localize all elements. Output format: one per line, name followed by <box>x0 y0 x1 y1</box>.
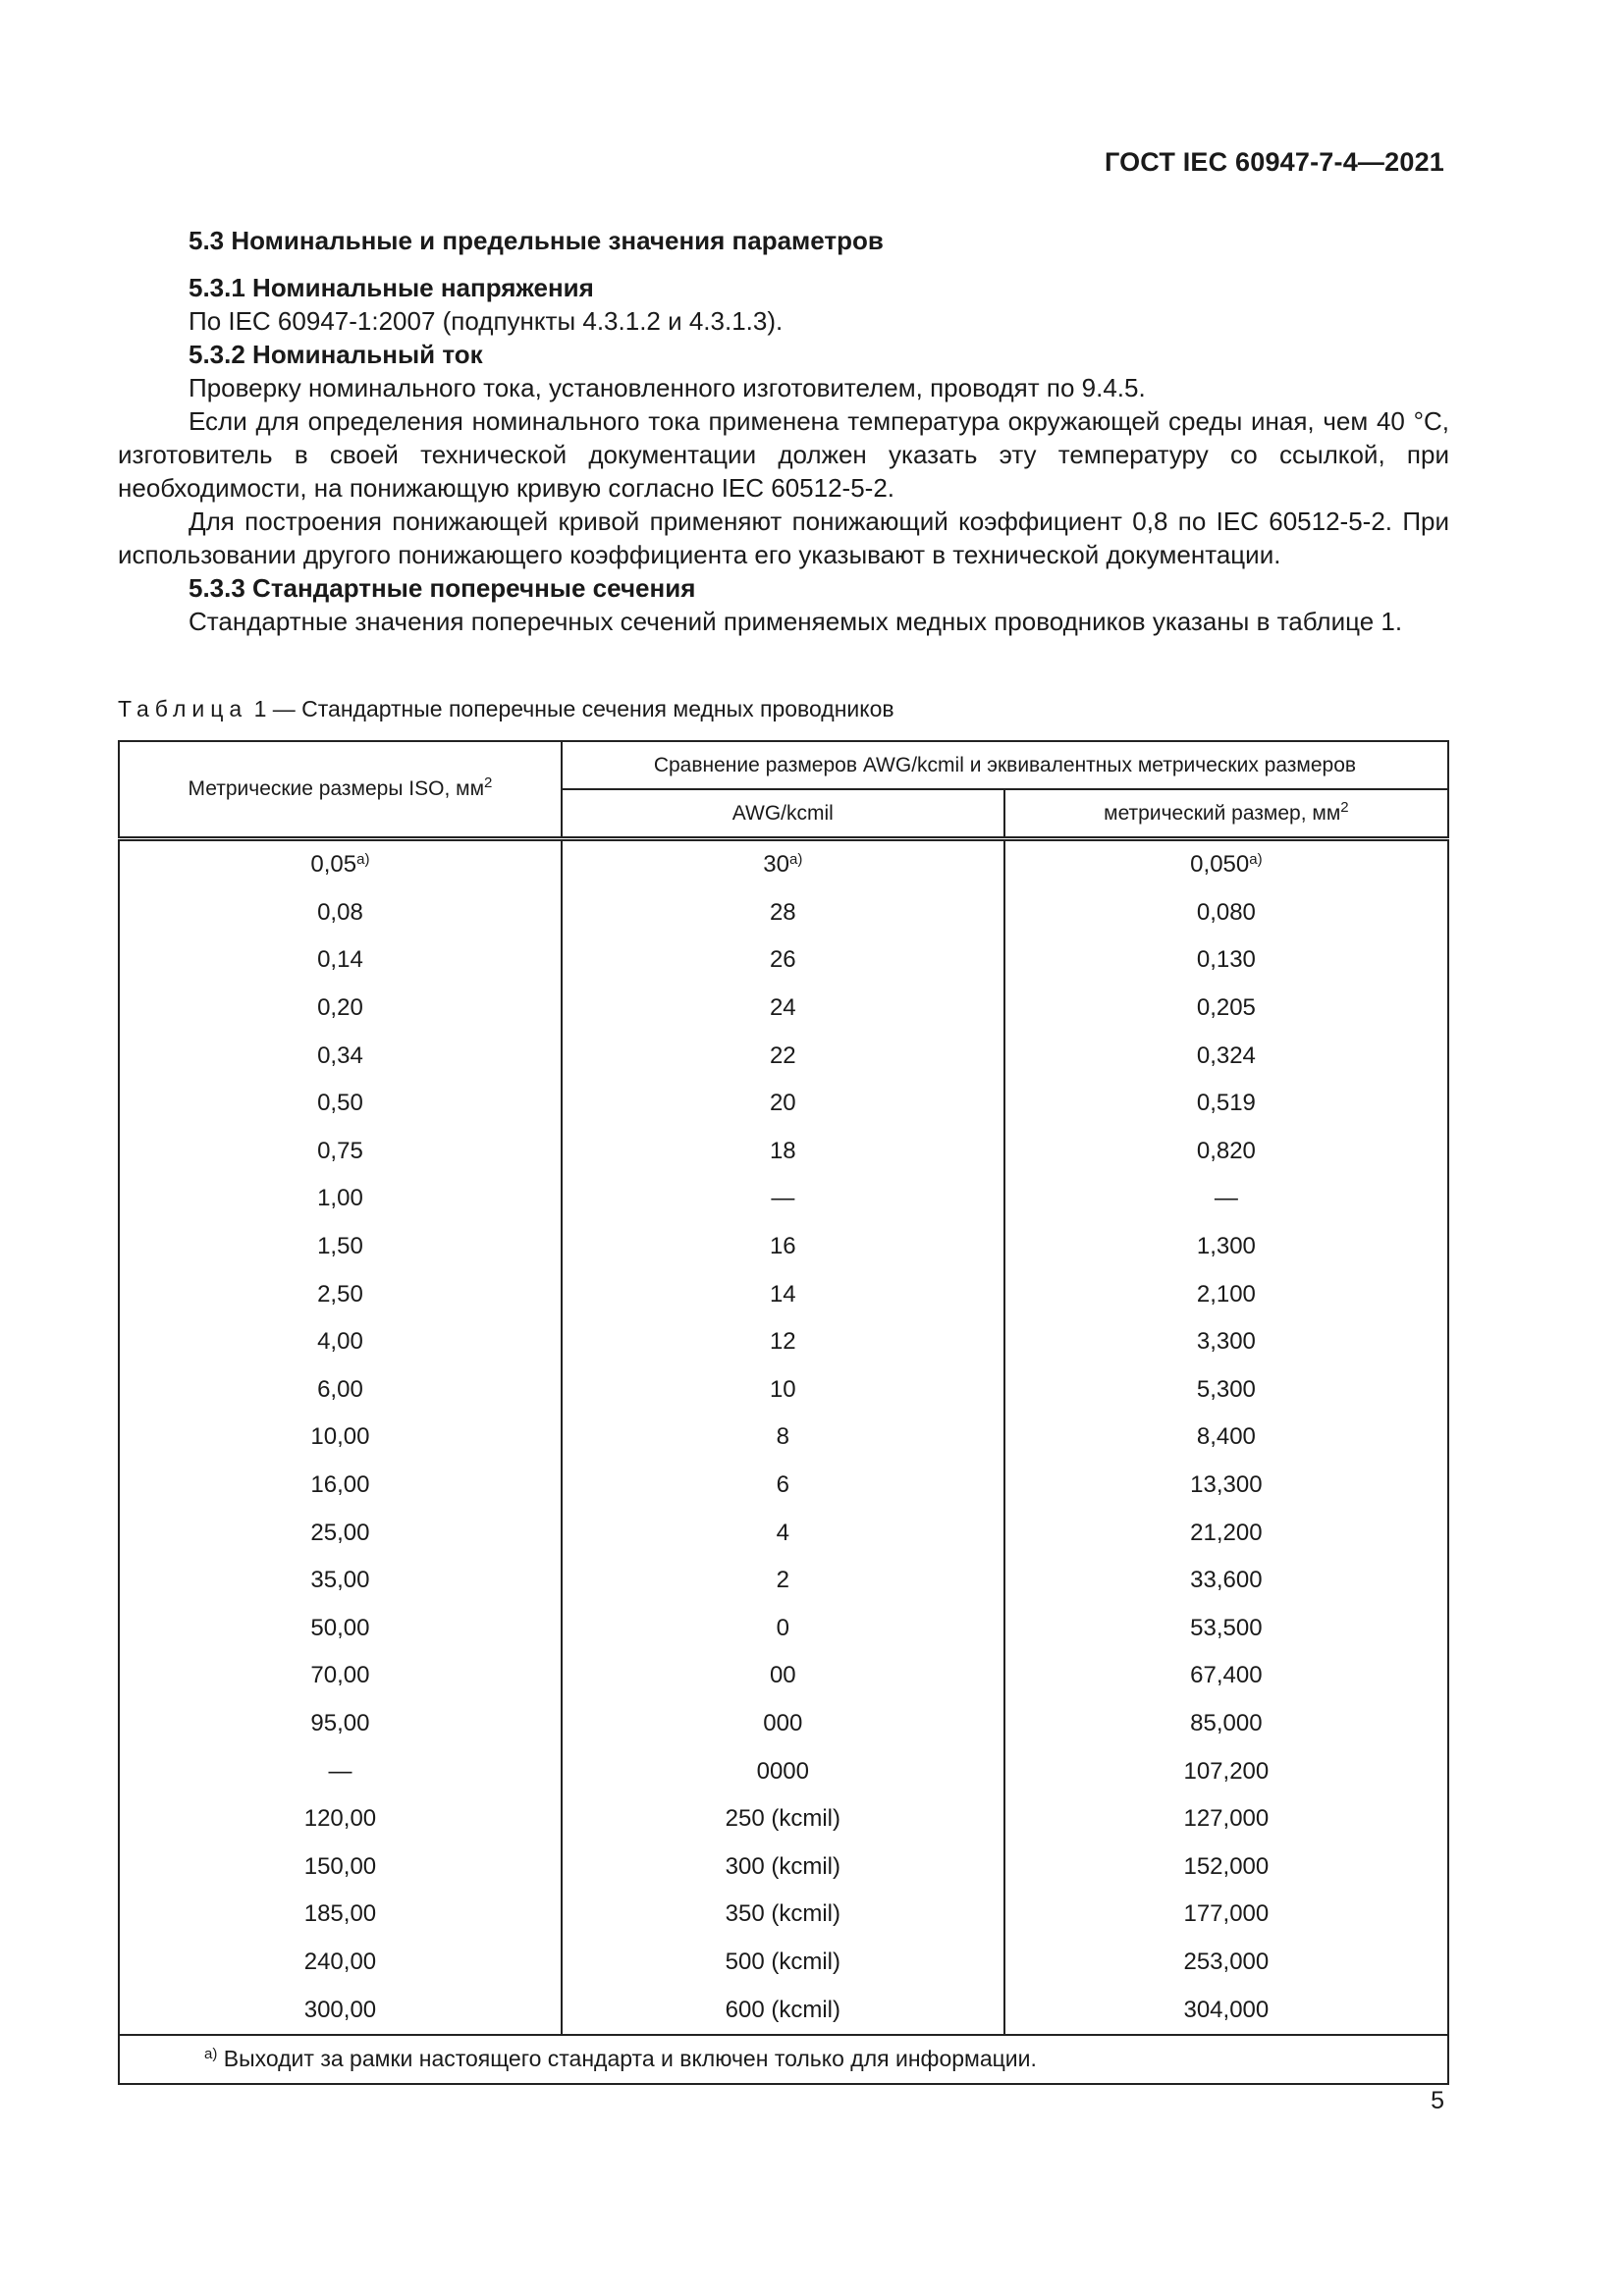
table-cell: 33,600 <box>1004 1557 1448 1605</box>
table-cell: 350 (kcmil) <box>562 1891 1004 1939</box>
table-cell: 500 (kcmil) <box>562 1939 1004 1987</box>
table-cell: 1,50 <box>119 1223 562 1271</box>
table-row <box>119 1270 1448 1318</box>
column-header-iso: Метрические размеры ISO, $мм^2$ <box>119 741 562 839</box>
table-cell: 000 <box>562 1700 1004 1748</box>
table-cell: 0000 <box>562 1747 1004 1795</box>
table-row <box>119 1175 1448 1223</box>
table-row <box>119 1462 1448 1510</box>
table-cell: 10,00 <box>119 1414 562 1462</box>
table-row <box>119 1032 1448 1080</box>
table-cell: 8 <box>562 1414 1004 1462</box>
table-cell: 21,200 <box>1004 1509 1448 1557</box>
table-cell: 00 <box>562 1652 1004 1700</box>
section-5-3-2-title: 5.3.2 Номинальный ток <box>189 340 483 369</box>
document-code: ГОСТ IEC 60947-7-4—2021 <box>1104 147 1444 177</box>
table-row <box>119 1223 1448 1271</box>
table-row <box>119 985 1448 1033</box>
table-row <box>119 1986 1448 2035</box>
table-cell: — <box>562 1175 1004 1223</box>
table-row <box>119 1414 1448 1462</box>
table-cell: — <box>119 1747 562 1795</box>
table-cell: 250 (kcmil) <box>562 1795 1004 1843</box>
table-caption <box>118 694 894 723</box>
body-text <box>118 224 1449 638</box>
table-cell: 16 <box>562 1223 1004 1271</box>
table-cell: — <box>1004 1175 1448 1223</box>
table-cell: 4,00 <box>119 1318 562 1366</box>
table-row <box>119 1128 1448 1176</box>
table-cell: 8,400 <box>1004 1414 1448 1462</box>
table-cell: 177,000 <box>1004 1891 1448 1939</box>
table-footnote: $^{a)}$ Выходит за рамки настоящего стандарта и включен только для информации. <box>119 2035 1448 2084</box>
table-cell: 25,00 <box>119 1509 562 1557</box>
table-cell: 0,14 <box>119 936 562 985</box>
table-cell: 13,300 <box>1004 1462 1448 1510</box>
table-cell: 150,00 <box>119 1842 562 1891</box>
table-cell: 107,200 <box>1004 1747 1448 1795</box>
table-cell: 95,00 <box>119 1700 562 1748</box>
table-row <box>119 1891 1448 1939</box>
table-cell: 0,080 <box>1004 889 1448 937</box>
table-cell: 0,50 <box>119 1080 562 1128</box>
table-cell: 253,000 <box>1004 1939 1448 1987</box>
table-row <box>119 1366 1448 1415</box>
table-cell: 0,050$^{a)}$ <box>1004 839 1448 889</box>
table-cell: 3,300 <box>1004 1318 1448 1366</box>
table-caption-prefix: Таблица <box>118 696 248 721</box>
table-row <box>119 1509 1448 1557</box>
table-cell: 0,05$^{a)}$ <box>119 839 562 889</box>
table-cell: 67,400 <box>1004 1652 1448 1700</box>
table-cell: 0,34 <box>119 1032 562 1080</box>
section-5-3-2-paragraph-1: Проверку номинального тока, установленного изготовителем, проводят по 9.4.5. <box>189 373 1146 402</box>
table-cell: 0,820 <box>1004 1128 1448 1176</box>
section-5-3-2-paragraph-3: Для построения понижающей кривой применяют понижающий коэффициент 0,8 по IEC 60512-5-2. При использовании другого понижающего коэффициента его указывают в технической документации. <box>118 507 1449 569</box>
table-row <box>119 936 1448 985</box>
section-5-3-2-paragraph-2: Если для определения номинального тока применена температура окружающей среды иная, чем 40 °С, изготовитель в своей технической документации должен указать эту температуру со ссылкой, при необходимости, на понижающую кривую согласно IEC 60512-5-2. <box>118 406 1449 503</box>
table-cell: 30$^{a)}$ <box>562 839 1004 889</box>
table-row <box>119 1700 1448 1748</box>
table-cell: 300 (kcmil) <box>562 1842 1004 1891</box>
table-row <box>119 1557 1448 1605</box>
page-number: 5 <box>1431 2087 1444 2114</box>
table-cell: 14 <box>562 1270 1004 1318</box>
table-row <box>119 889 1448 937</box>
table-cell: 0,519 <box>1004 1080 1448 1128</box>
table-cell: 0 <box>562 1605 1004 1653</box>
table-row <box>119 1795 1448 1843</box>
table-cell: 300,00 <box>119 1986 562 2035</box>
table-cell: 127,000 <box>1004 1795 1448 1843</box>
table-cell: 2 <box>562 1557 1004 1605</box>
table-cell: 0,130 <box>1004 936 1448 985</box>
section-5-3-1-title: 5.3.1 Номинальные напряжения <box>189 273 594 302</box>
table-cell: 50,00 <box>119 1605 562 1653</box>
table-cell: 0,205 <box>1004 985 1448 1033</box>
table-cell: 16,00 <box>119 1462 562 1510</box>
table-cell: 4 <box>562 1509 1004 1557</box>
table-row <box>119 1939 1448 1987</box>
table-row <box>119 839 1448 889</box>
table-cell: 35,00 <box>119 1557 562 1605</box>
table-cell: 6 <box>562 1462 1004 1510</box>
table-cell: 120,00 <box>119 1795 562 1843</box>
table-cell: 2,100 <box>1004 1270 1448 1318</box>
section-5-3-3-paragraph-1: Стандартные значения поперечных сечений применяемых медных проводников указаны в таблице 1. <box>189 607 1403 636</box>
table-cell: 22 <box>562 1032 1004 1080</box>
table-cell: 1,300 <box>1004 1223 1448 1271</box>
table-cell: 6,00 <box>119 1366 562 1415</box>
table-cell: 5,300 <box>1004 1366 1448 1415</box>
table-row <box>119 1605 1448 1653</box>
table-row <box>119 1318 1448 1366</box>
table-cell: 70,00 <box>119 1652 562 1700</box>
table-cell: 12 <box>562 1318 1004 1366</box>
table-row <box>119 1080 1448 1128</box>
table-cell: 0,20 <box>119 985 562 1033</box>
column-header-awg: AWG/kcmil <box>562 789 1004 839</box>
table-cell: 152,000 <box>1004 1842 1448 1891</box>
conductor-sizes-table <box>118 740 1449 2085</box>
table-caption-text: 1 — Стандартные поперечные сечения медных проводников <box>247 696 894 721</box>
table-row <box>119 1652 1448 1700</box>
table-cell: 185,00 <box>119 1891 562 1939</box>
table-cell: 20 <box>562 1080 1004 1128</box>
table-cell: 2,50 <box>119 1270 562 1318</box>
section-5-3-1-text: По IEC 60947-1:2007 (подпункты 4.3.1.2 и 4.3.1.3). <box>189 306 784 336</box>
table-cell: 18 <box>562 1128 1004 1176</box>
table-cell: 24 <box>562 985 1004 1033</box>
section-5-3-title: 5.3 Номинальные и предельные значения параметров <box>189 226 884 255</box>
table-cell: 600 (kcmil) <box>562 1986 1004 2035</box>
table-cell: 0,324 <box>1004 1032 1448 1080</box>
table-cell: 53,500 <box>1004 1605 1448 1653</box>
column-header-metric: метрический размер, $мм^2$ <box>1004 789 1448 839</box>
section-5-3-3-title: 5.3.3 Стандартные поперечные сечения <box>189 573 696 603</box>
table-cell: 0,75 <box>119 1128 562 1176</box>
table-cell: 28 <box>562 889 1004 937</box>
table-cell: 10 <box>562 1366 1004 1415</box>
table-row <box>119 1842 1448 1891</box>
table-cell: 240,00 <box>119 1939 562 1987</box>
table-cell: 26 <box>562 936 1004 985</box>
table-cell: 85,000 <box>1004 1700 1448 1748</box>
group-header-awg-comparison: Сравнение размеров AWG/kcmil и эквивалентных метрических размеров <box>562 741 1448 789</box>
table-cell: 304,000 <box>1004 1986 1448 2035</box>
table-row <box>119 1747 1448 1795</box>
table-cell: 1,00 <box>119 1175 562 1223</box>
table-cell: 0,08 <box>119 889 562 937</box>
